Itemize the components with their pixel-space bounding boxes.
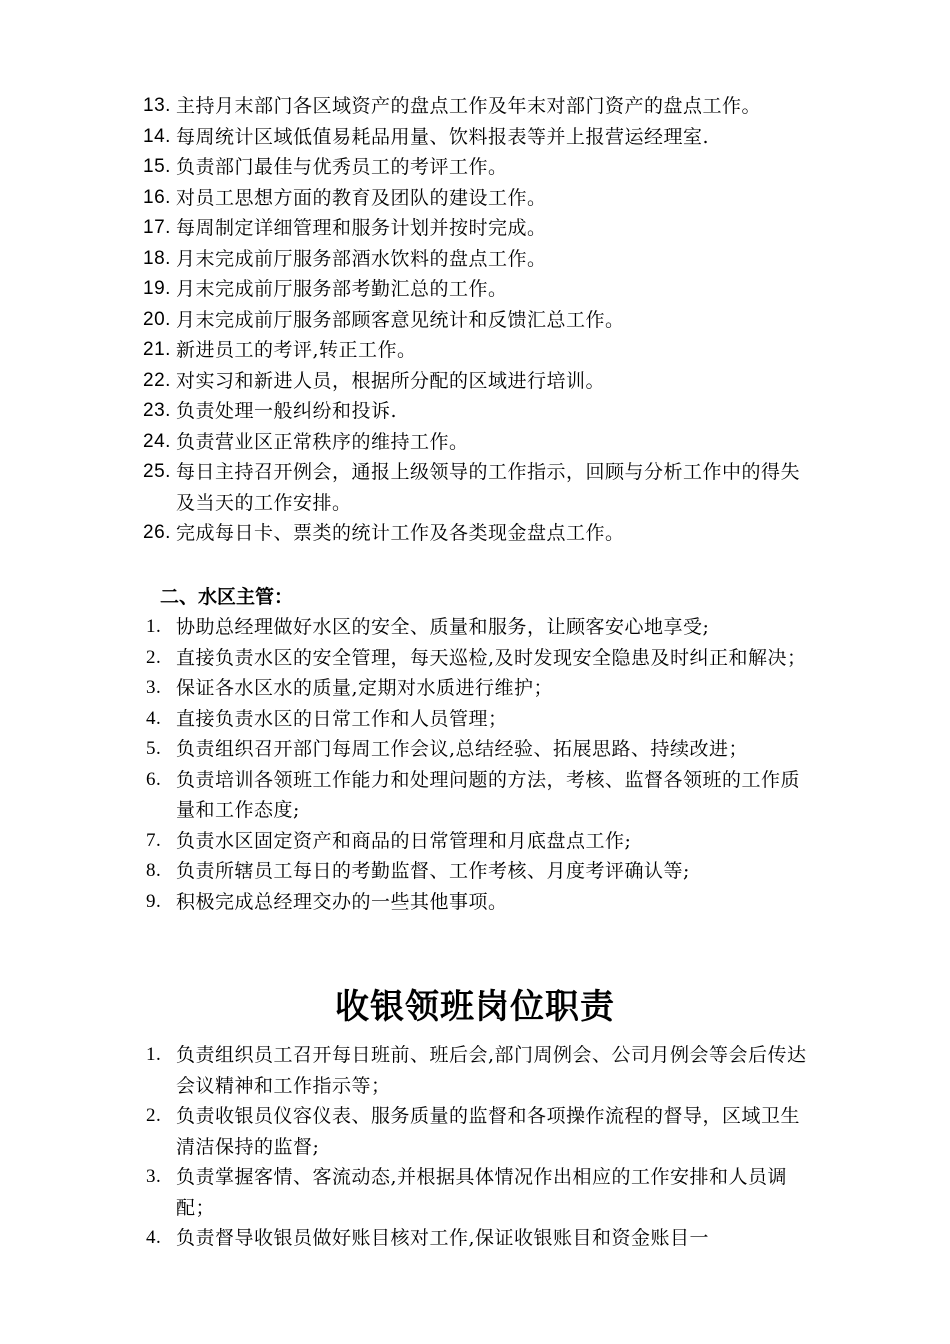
list-item-text: 负责掌握客情、客流动态,并根据具体情况作出相应的工作安排和人员调配； [176, 1166, 788, 1219]
list-item-number: 16. [143, 186, 171, 208]
list-item-number: 22. [143, 369, 171, 391]
list-item-text: 保证各水区水的质量,定期对水质进行维护； [176, 677, 554, 699]
list-item-text: 负责营业区正常秩序的维持工作。 [176, 430, 469, 453]
list-item-number: 1. [146, 1044, 162, 1065]
list-item-number: 17. [143, 217, 171, 238]
list-item-text: 完成每日卡、票类的统计工作及各类现金盘点工作。 [176, 522, 625, 544]
list-item [0, 183, 950, 214]
list-item-number: 18. [143, 247, 171, 269]
list-item-number: 13. [143, 95, 171, 116]
list-item-text: 负责培训各领班工作能力和处理问题的方法，考核、监督各领班的工作质量和工作态度; [176, 768, 801, 821]
list-item [0, 673, 950, 704]
list-item [0, 457, 950, 518]
list-item-number: 23. [143, 400, 171, 421]
list-item-text: 积极完成总经理交办的一些其他事项。 [176, 890, 508, 913]
list-item [0, 765, 950, 826]
list-item [0, 274, 950, 305]
list-item-text: 月末完成前厅服务部考勤汇总的工作。 [176, 278, 508, 300]
section3-title: 收银领班岗位职责 [335, 987, 615, 1027]
list-item-text: 新进员工的考评,转正工作。 [176, 339, 417, 361]
list-item-text: 每周统计区域低值易耗品用量、饮料报表等并上报营运经理室. [176, 125, 710, 148]
list-item-text: 直接负责水区的日常工作和人员管理； [176, 707, 508, 730]
list-item [0, 213, 950, 244]
list-item-number: 4. [146, 1227, 162, 1248]
list-item-number: 26. [143, 522, 171, 543]
list-item-text: 对实习和新进人员，根据所分配的区域进行培训。 [176, 369, 606, 392]
list-item-text: 每周制定详细管理和服务计划并按时完成。 [176, 217, 547, 239]
list-item [0, 427, 950, 458]
list-item [0, 1223, 950, 1254]
list-item [0, 152, 950, 183]
list-item-text: 月末完成前厅服务部酒水饮料的盘点工作。 [176, 247, 547, 270]
list-item-number: 8. [146, 860, 162, 881]
list-item-number: 20. [143, 308, 171, 330]
list-item [0, 1101, 950, 1162]
list-item-text: 负责组织员工召开每日班前、班后会,部门周例会、公司月例会等会后传达会议精神和工作指示等； [176, 1044, 807, 1097]
list-item-number: 1. [146, 616, 162, 637]
list-item-text: 每日主持召开例会，通报上级领导的工作指示，回顾与分析工作中的得失及当天的工作安排。 [176, 461, 801, 514]
list-item [0, 122, 950, 153]
list-item [0, 1040, 950, 1101]
list-item-number: 21. [143, 339, 171, 360]
list-item-number: 24. [143, 430, 171, 452]
list-item-text: 负责处理一般纠纷和投诉. [176, 400, 398, 422]
list-item [0, 826, 950, 857]
list-item [0, 335, 950, 366]
list-item-text: 负责部门最佳与优秀员工的考评工作。 [176, 156, 508, 178]
list-item [0, 518, 950, 549]
list-item [0, 1162, 950, 1223]
list-item-text: 主持月末部门各区域资产的盘点工作及年末对部门资产的盘点工作。 [176, 95, 762, 117]
list-item-number: 19. [143, 278, 171, 299]
list-item-number: 3. [146, 1166, 162, 1187]
list-item-number: 15. [143, 156, 171, 177]
list-item-text: 协助总经理做好水区的安全、质量和服务，让顾客安心地享受; [176, 616, 710, 638]
section1-list [0, 91, 950, 549]
list-item [0, 305, 950, 336]
list-item-number: 25. [143, 461, 171, 482]
list-item-text: 负责收银员仪容仪表、服务质量的监督和各项操作流程的督导，区域卫生清洁保持的监督; [176, 1105, 801, 1158]
list-item-text: 直接负责水区的安全管理，每天巡检,及时发现安全隐患及时纠正和解决； [176, 646, 807, 669]
list-item [0, 734, 950, 765]
list-item-number: 3. [146, 677, 162, 698]
list-item [0, 643, 950, 674]
list-item [0, 91, 950, 122]
list-item [0, 244, 950, 275]
list-item-text: 负责督导收银员做好账目核对工作,保证收银账目和资金账目一 [176, 1227, 710, 1249]
list-item-number: 14. [143, 125, 171, 147]
list-item-text: 负责所辖员工每日的考勤监督、工作考核、月度考评确认等; [176, 860, 690, 882]
list-item [0, 856, 950, 887]
list-item-number: 2. [146, 646, 162, 668]
section2-heading: 二、水区主管： [160, 586, 294, 608]
list-item [0, 887, 950, 918]
list-item-text: 月末完成前厅服务部顾客意见统计和反馈汇总工作。 [176, 308, 625, 331]
list-item [0, 396, 950, 427]
list-item-number: 7. [146, 829, 162, 851]
list-item-number: 4. [146, 707, 162, 729]
section3-list [0, 1040, 950, 1254]
list-item-number: 2. [146, 1105, 162, 1126]
list-item-number: 6. [146, 768, 162, 790]
list-item-text: 负责组织召开部门每周工作会议,总结经验、拓展思路、持续改进； [176, 738, 749, 760]
list-item-text: 负责水区固定资产和商品的日常管理和月底盘点工作; [176, 829, 632, 852]
list-item-number: 9. [146, 890, 162, 912]
list-item [0, 612, 950, 643]
list-item-number: 5. [146, 738, 162, 759]
list-item [0, 366, 950, 397]
list-item [0, 704, 950, 735]
list-item-text: 对员工思想方面的教育及团队的建设工作。 [176, 186, 547, 209]
section2-list [0, 612, 950, 917]
